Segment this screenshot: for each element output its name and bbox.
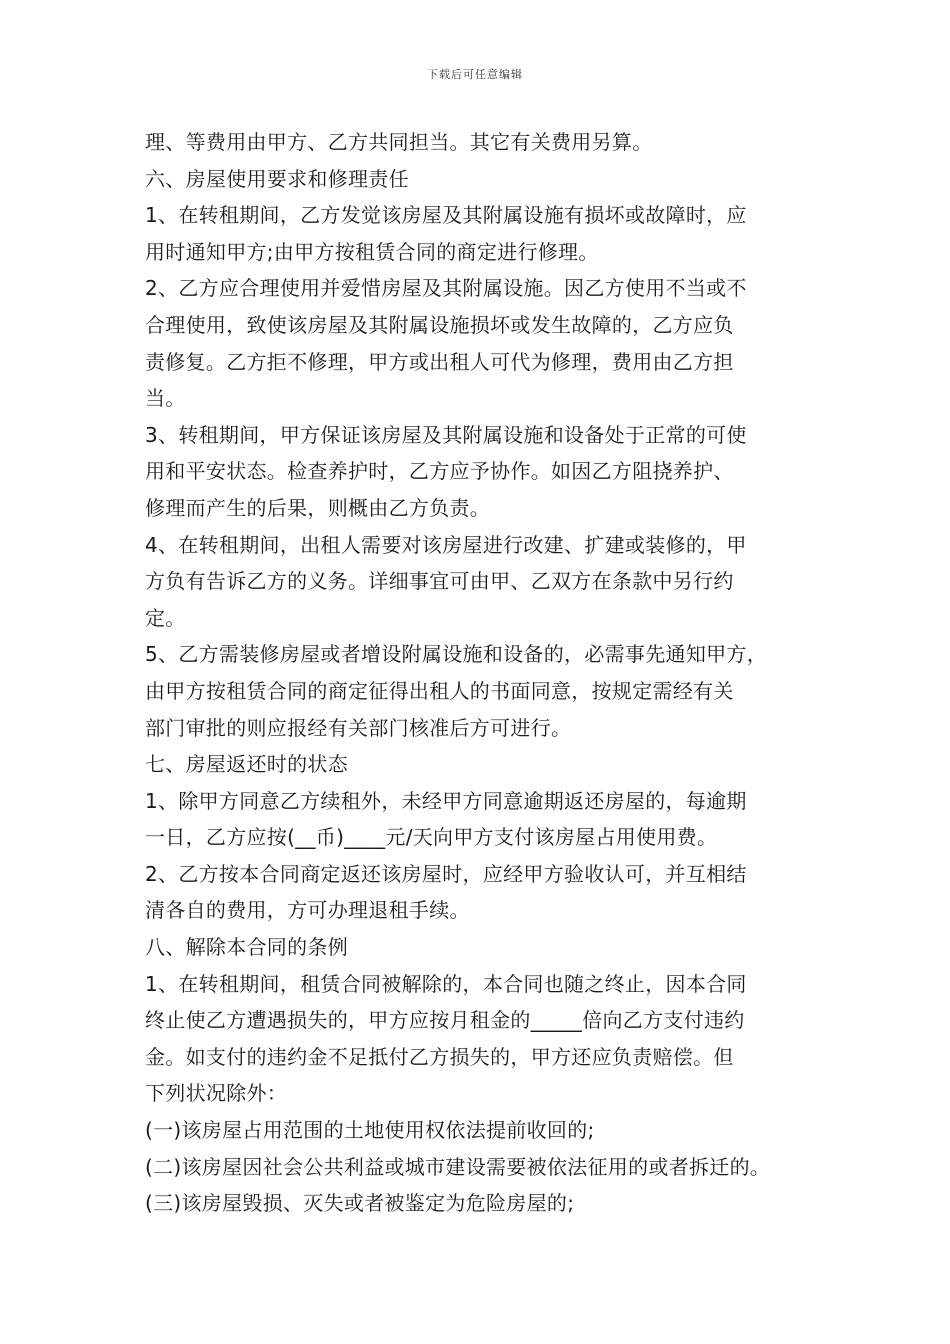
text-line: 部门审批的则应报经有关部门核准后方可进行。 bbox=[145, 715, 572, 740]
text-line: 2、乙方按本合同商定返还该房屋时，应经甲方验收认可，并互相结 bbox=[145, 861, 747, 886]
document-body bbox=[145, 124, 815, 1222]
list-item: (一)该房屋占用范围的土地使用权依法提前收回的; bbox=[145, 1118, 595, 1143]
text-line: 修理而产生的后果，则概由乙方负责。 bbox=[145, 495, 491, 520]
text-line: 终止使乙方遭遇损失的，甲方应按月租金的_____倍向乙方支付违约 bbox=[145, 1008, 745, 1033]
text-line: 理、等费用由甲方、乙方共同担当。其它有关费用另算。 bbox=[145, 130, 653, 154]
text-line: 由甲方按租赁合同的商定征得出租人的书面同意，按规定需经有关 bbox=[145, 678, 734, 703]
text-line: 用时通知甲方;由甲方按租赁合同的商定进行修理。 bbox=[145, 239, 599, 264]
list-item: (三)该房屋毁损、灭失或者被鉴定为危险房屋的; bbox=[145, 1191, 575, 1216]
page-header: 下载后可任意编辑 bbox=[427, 68, 523, 81]
section-heading: 八、解除本合同的条例 bbox=[145, 935, 348, 960]
text-line: 用和平安状态。检查养护时，乙方应予协作。如因乙方阻挠养护、 bbox=[145, 459, 734, 484]
text-line: 下列状况除外： bbox=[145, 1081, 288, 1106]
text-line: 1、除甲方同意乙方续租外，未经甲方同意逾期返还房屋的，每逾期 bbox=[145, 788, 747, 813]
text-line: 方负有告诉乙方的义务。详细事宜可由甲、乙双方在条款中另行约 bbox=[145, 569, 734, 594]
text-line: 2、乙方应合理使用并爱惜房屋及其附属设施。因乙方使用不当或不 bbox=[145, 276, 747, 301]
text-line: 4、在转租期间，出租人需要对该房屋进行改建、扩建或装修的，甲 bbox=[145, 532, 747, 557]
section-heading: 六、房屋使用要求和修理责任 bbox=[145, 166, 409, 191]
text-line: 清各自的费用，方可办理退租手续。 bbox=[145, 898, 470, 923]
text-line: 当。 bbox=[145, 386, 186, 411]
text-line: 5、乙方需装修房屋或者增设附属设施和设备的，必需事先通知甲方， bbox=[145, 642, 768, 667]
text-line: 责修复。乙方拒不修理，甲方或出租人可代为修理，费用由乙方担 bbox=[145, 349, 734, 374]
text-line: 合理使用，致使该房屋及其附属设施损坏或发生故障的，乙方应负 bbox=[145, 312, 734, 337]
text-line: 一日，乙方应按(__币)____元/天向甲方支付该房屋占用使用费。 bbox=[145, 825, 718, 850]
list-item: (二)该房屋因社会公共利益或城市建设需要被依法征用的或者拆迁的。 bbox=[145, 1154, 771, 1179]
section-heading: 七、房屋返还时的状态 bbox=[145, 752, 348, 777]
text-line: 金。如支付的违约金不足抵付乙方损失的，甲方还应负责赔偿。但 bbox=[145, 1044, 734, 1069]
text-line: 1、在转租期间，乙方发觉该房屋及其附属设施有损坏或故障时，应 bbox=[145, 203, 747, 228]
text-line: 1、在转租期间，租赁合同被解除的，本合同也随之终止，因本合同 bbox=[145, 971, 747, 996]
text-line: 定。 bbox=[145, 605, 186, 630]
text-line: 3、转租期间，甲方保证该房屋及其附属设施和设备处于正常的可使 bbox=[145, 422, 747, 447]
